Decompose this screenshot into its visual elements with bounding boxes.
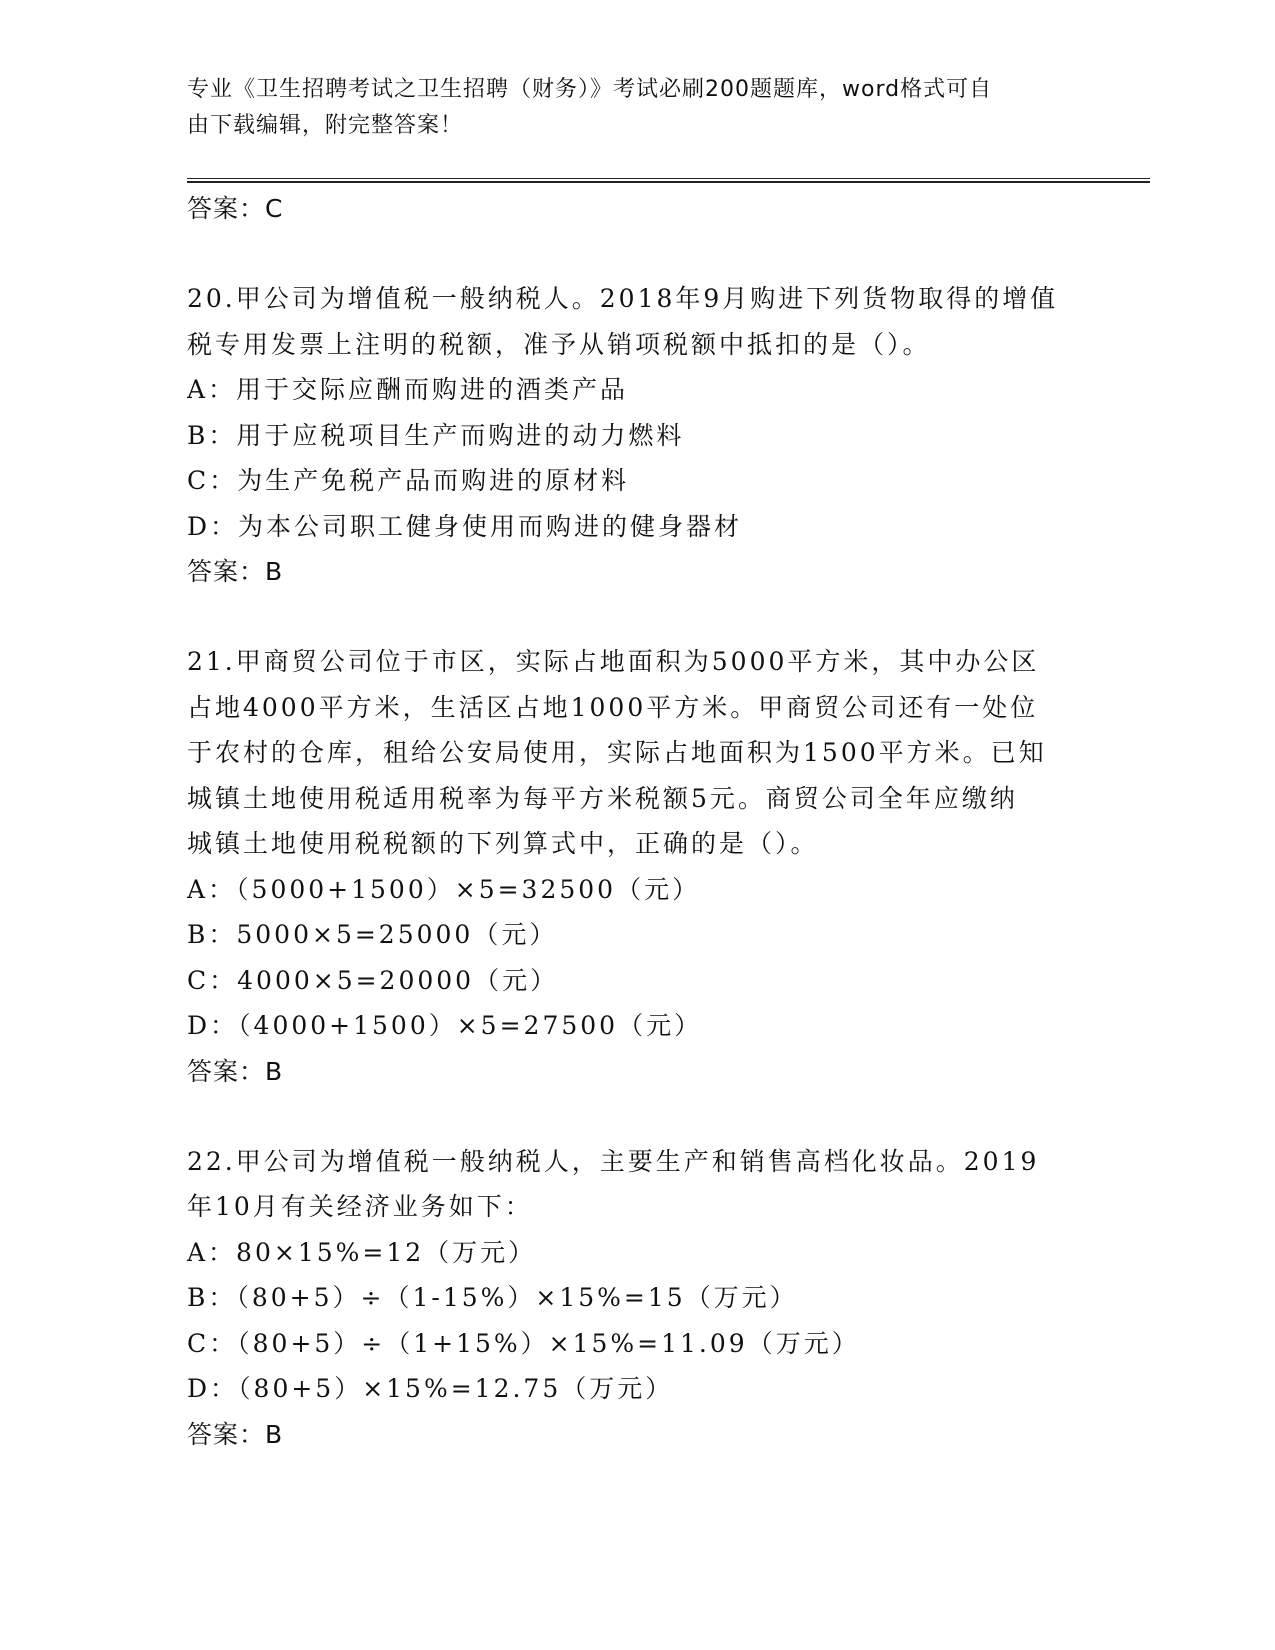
- option-c: C：（80+5）÷（1+15%）×15%=11.09（万元）: [187, 1328, 860, 1358]
- option-b: B：用于应税项目生产而购进的动力燃料: [187, 420, 685, 450]
- stem-line: 21.甲商贸公司位于市区，实际占地面积为5000平方米，其中办公区: [187, 647, 1040, 676]
- option-d: D：（4000+1500）×5=27500（元）: [187, 1011, 703, 1040]
- question-20: [187, 276, 1087, 594]
- question-stem: [187, 1139, 1087, 1230]
- question-stem: [187, 276, 1087, 367]
- stem-line: 年10月有关经济业务如下：: [187, 1192, 533, 1221]
- stem-line: 城镇土地使用税适用税率为每平方米税额5元。商贸公司全年应缴纳: [187, 783, 1018, 813]
- option-a: A：80×15%=12（万元）: [187, 1237, 537, 1267]
- header-line-1: 专业《卫生招聘考试之卫生招聘（财务）》考试必刷200题题库，word格式可自: [187, 77, 993, 102]
- option-c: C：4000×5=20000（元）: [187, 965, 559, 995]
- question-list: [187, 186, 1087, 1457]
- question-21: [187, 639, 1087, 1094]
- question-stem: [187, 639, 1087, 867]
- stem-line: 占地4000平方米，生活区占地1000平方米。甲商贸公司还有一处位: [187, 692, 1039, 722]
- option-b: B：（80+5）÷（1-15%）×15%=15（万元）: [187, 1283, 798, 1312]
- option-a: A：（5000+1500）×5=32500（元）: [187, 874, 701, 904]
- stem-line: 税专用发票上注明的税额，准予从销项税额中抵扣的是（）。: [187, 329, 931, 359]
- stem-line: 城镇土地使用税税额的下列算式中，正确的是（）。: [187, 829, 819, 858]
- question-22: [187, 1139, 1087, 1457]
- option-c: C：为生产免税产品而购进的原材料: [187, 466, 630, 495]
- stem-line: 于农村的仓库，租给公安局使用，实际占地面积为1500平方米。已知: [187, 738, 1047, 767]
- stem-line: 22.甲公司为增值税一般纳税人，主要生产和销售高档化妆品。2019: [187, 1146, 1040, 1176]
- option-d: D：（80+5）×15%=12.75（万元）: [187, 1374, 674, 1403]
- answer-previous: 答案：C: [187, 194, 284, 223]
- stem-line: 20.甲公司为增值税一般纳税人。2018年9月购进下列货物取得的增值: [187, 284, 1059, 313]
- header-line-2: 由下载编辑，附完整答案！: [187, 113, 464, 138]
- option-b: B：5000×5=25000（元）: [187, 920, 558, 949]
- option-d: D：为本公司职工健身使用而购进的健身器材: [187, 511, 743, 541]
- answer: 答案：B: [187, 1419, 284, 1449]
- answer: 答案：B: [187, 557, 284, 586]
- answer: 答案：B: [187, 1056, 284, 1086]
- option-a: A：用于交际应酬而购进的酒类产品: [187, 375, 629, 404]
- header-divider: [187, 178, 1150, 183]
- document-header: [187, 72, 1067, 144]
